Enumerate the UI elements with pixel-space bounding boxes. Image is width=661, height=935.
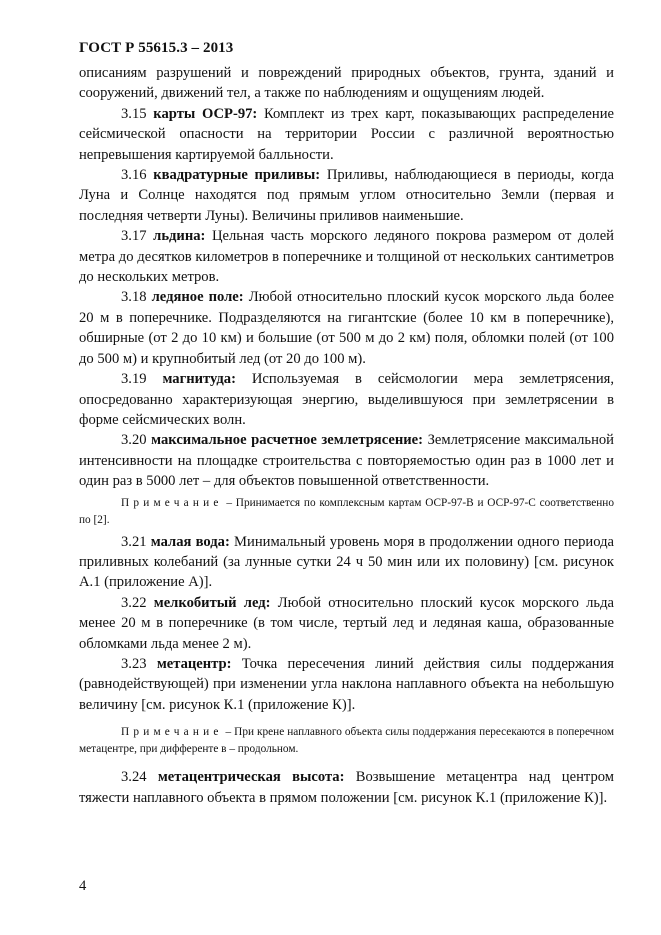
note-2 xyxy=(79,724,614,758)
entry-term: малая вода: xyxy=(150,533,230,550)
entry-number: 3.19 xyxy=(121,371,147,388)
entry-term: магнитуда: xyxy=(162,371,236,388)
note-1 xyxy=(79,495,614,529)
entry-term: квадратурные приливы: xyxy=(153,167,321,184)
entry-number: 3.22 xyxy=(121,594,147,611)
entry-definition: Возвышение метацентра над центром тяжести наплавного объекта в прямом положении [см. рисунок К.1 (приложение К)]. xyxy=(79,769,615,806)
entry-3-21 xyxy=(79,532,614,593)
entry-3-15 xyxy=(79,104,614,165)
entry-definition: Любой относительно плоский кусок морского льда более 20 м в поперечнике. Подразделяются на гигантские (более 10 км в поперечнике), обширные (от 2 до 10 км) и большие (от 500 м до 2 км) поля, обломки полей (от 100 до 500 м) и крупнобитый лед (от 20 до 100 м). xyxy=(79,289,614,367)
entry-3-19 xyxy=(79,369,614,430)
entry-definition: Используемая в сейсмологии мера землетрясения, опосредованно характеризующая энергию, выделившуюся при землетрясении в форме сейсмических волн. xyxy=(79,371,614,428)
entry-3-22 xyxy=(79,593,614,654)
entry-3-17 xyxy=(79,226,614,287)
entry-term: карты ОСР-97: xyxy=(153,105,258,122)
note-text: – Принимается по комплексным картам ОСР-97-В и ОСР-97-С соответственно по [2]. xyxy=(79,496,614,526)
document-body xyxy=(79,63,614,808)
entry-definition: Минимальный уровень моря в продолжении одного периода приливных колебаний (за лунные сутки 24 ч 50 мин или их половину) [см. рисунок А.1 (приложение А)]. xyxy=(79,533,614,591)
entry-definition: Цельная часть морского ледяного покрова размером от долей метра до десятков километров в поперечнике и толщиной от нескольких сантиметров до нескольких метров. xyxy=(79,228,614,286)
entry-definition: Землетрясение максимальной интенсивности на площадке строительства с повторяемостью один раз в 1000 лет и один раз в 5000 лет – для объектов повышенной ответственности. xyxy=(79,432,614,490)
entry-definition: Комплект из трех карт, показывающих распределение сейсмической опасности на территории России с различной вероятностью непревышения картируемой балльности. xyxy=(79,105,614,163)
entry-definition: Приливы, наблюдающиеся в периоды, когда Луна и Солнце находятся под прямым углом относительно Земли (первая и последняя четверти Луны). Величины приливов наименьшие. xyxy=(79,167,614,224)
document-header: ГОСТ Р 55615.3 – 2013 xyxy=(79,40,234,56)
entry-number: 3.17 xyxy=(121,228,147,245)
entry-3-23 xyxy=(79,654,614,715)
entry-term: метацентрическая высота: xyxy=(157,769,345,786)
entry-term: мелкобитый лед: xyxy=(153,594,271,611)
entry-3-16 xyxy=(79,165,614,226)
entry-3-24 xyxy=(79,767,614,808)
intro-continuation: описаниям разрушений и повреждений природных объектов, грунта, зданий и сооружений, движений тел, а также по наблюдениям и ощущениям людей. xyxy=(79,65,614,102)
entry-3-20 xyxy=(79,430,614,491)
entry-term: льдина: xyxy=(153,228,206,245)
entry-number: 3.20 xyxy=(121,432,147,449)
entry-number: 3.15 xyxy=(121,105,147,122)
entry-3-18 xyxy=(79,287,614,369)
entry-number: 3.16 xyxy=(121,167,147,184)
entry-number: 3.24 xyxy=(121,769,147,786)
note-label: Примечание xyxy=(121,726,223,739)
entry-definition: Точка пересечения линий действия силы поддержания (равнодействующей) при изменении угла наклона наплавного объекта на небольшую величину [см. рисунок К.1 (приложение К)]. xyxy=(79,655,615,713)
note-label: Примечание xyxy=(121,496,223,509)
page-number: 4 xyxy=(79,878,87,894)
note-text: – При крене наплавного объекта силы поддержания пересекаются в поперечном метацентре, при дифференте в – продольном. xyxy=(79,726,614,756)
entry-number: 3.18 xyxy=(121,289,147,306)
entry-term: ледяное поле: xyxy=(151,289,244,306)
entry-term: метацентр: xyxy=(156,655,232,672)
entry-number: 3.23 xyxy=(121,655,147,672)
entry-term: максимальное расчетное землетрясение: xyxy=(151,432,423,449)
entry-number: 3.21 xyxy=(121,533,147,550)
entry-definition: Любой относительно плоский кусок морского льда менее 20 м в поперечнике (в том числе, тертый лед и ледяная каша, образованные обломками льда менее 2 м). xyxy=(79,594,614,652)
